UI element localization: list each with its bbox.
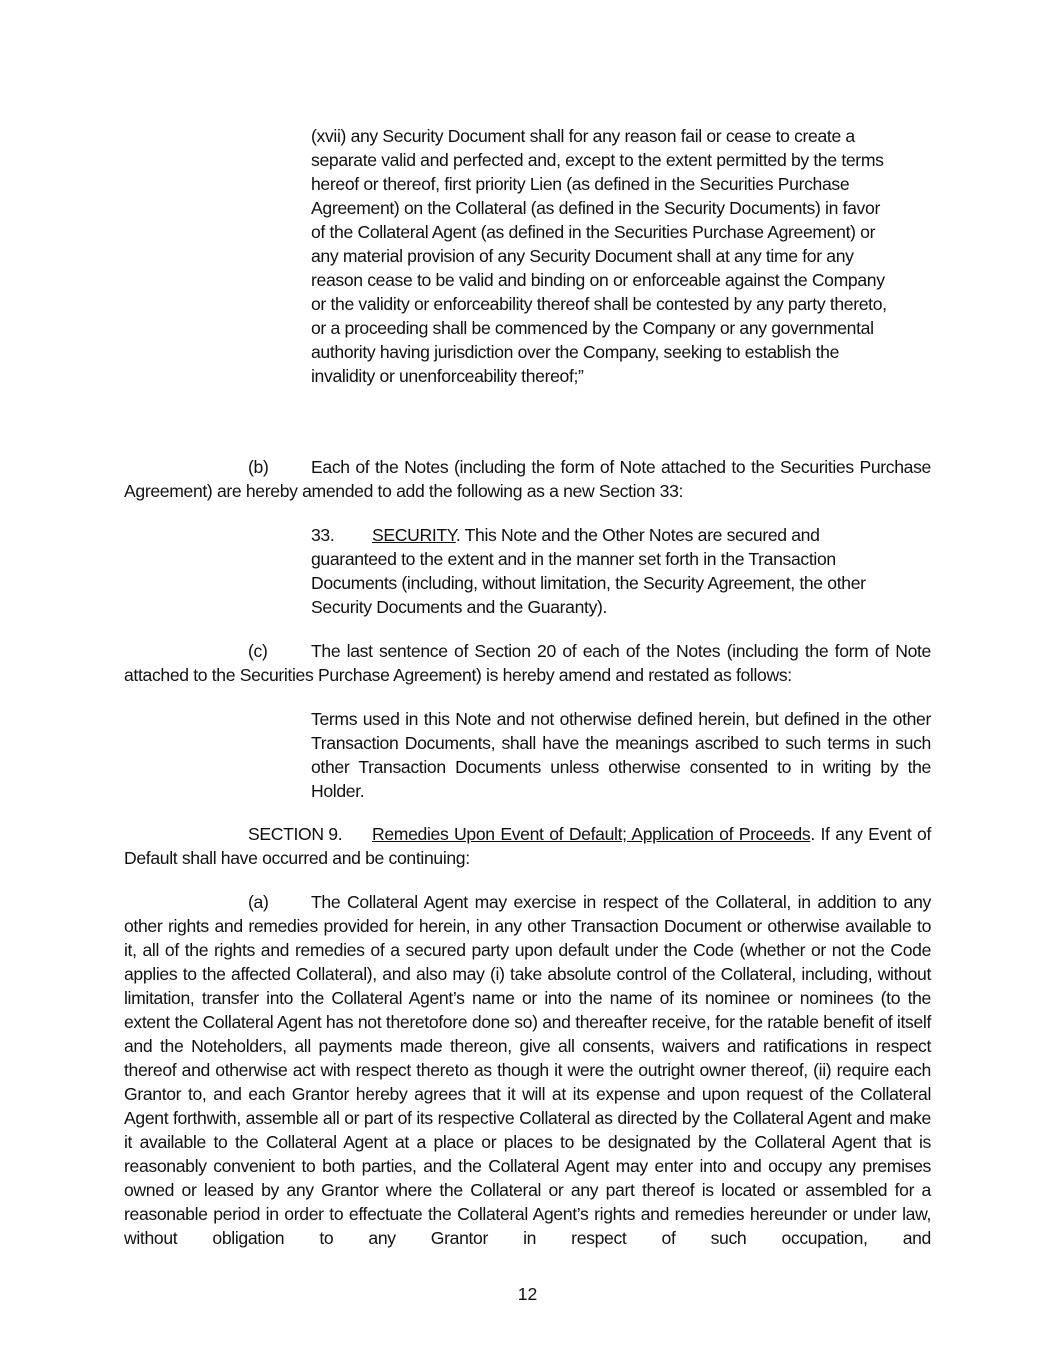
page-number: 12 <box>517 1284 538 1304</box>
paragraph-c <box>124 639 931 687</box>
terms-quote: Terms used in this Note and not otherwise defined herein, but defined in the other Transaction Documents, shall have the meanings ascribed to such terms in such other Transaction Documents unless otherwise consented to in writing by the Holder. <box>311 709 931 801</box>
section-33 <box>311 523 891 619</box>
paragraph-c-label: (c) <box>248 641 268 661</box>
paragraph-a <box>124 890 931 1250</box>
section-9 <box>124 822 931 870</box>
paragraph-c-text: The last sentence of Section 20 of each of the Notes (including the form of Note attached to the Securities Purchase Agreement) is hereby amend and restated as follows: <box>124 641 931 685</box>
section-9-text: . If any Event of Default shall have occurred and be continuing: <box>124 824 931 868</box>
paragraph-xvii: (xvii) any Security Document shall for any reason fail or cease to create a separate valid and perfected and, except to the extent permitted by the terms hereof or thereof, first priority Lien (as defined in the Securities Purchase Agreement) on the Collateral (as defined in the Security Documents) in favor of the Collateral Agent (as defined in the Securities Purchase Agreement) or any material provision of any Security Document shall at any time for any reason cease to be valid and binding on or enforceable against the Company or the validity or enforceability thereof shall be contested by any party thereto, or a proceeding shall be commenced by the Company or any governmental authority having jurisdiction over the Company, seeking to establish the invalidity or unenforceability thereof;” <box>311 126 887 386</box>
paragraph-a-text: The Collateral Agent may exercise in respect of the Collateral, in addition to any other rights and remedies provided for herein, in any other Transaction Document or otherwise available to it, all of the rights and remedies of a secured party upon default under the Code (whether or not the Code applies to the affected Collateral), and also may (i) take absolute control of the Collateral, including, without limitation, transfer into the Collateral Agent’s name or into the name of its nominee or nominees (to the extent the Collateral Agent has not theretofore done so) and thereafter receive, for the ratable benefit of itself and the Noteholders, all payments made thereon, give all consents, waivers and ratifications in respect thereof and otherwise act with respect thereto as though it were the outright owner thereof, (ii) require each Grantor to, and each Grantor hereby agrees that it will at its expense and upon request of the Collateral Agent forthwith, assemble all or part of its respective Collateral as directed by the Collateral Agent and make it available to the Collateral Agent at a place or places to be designated by the Collateral Agent that is reasonably convenient to both parties, and the Collateral Agent may enter into and occupy any premises owned or leased by any Grantor where the Collateral or any part thereof is located or assembled for a reasonable period in order to effectuate the Collateral Agent’s rights and remedies hereunder or under law, without obligation to any Grantor in respect of such occupation, and <box>124 892 931 1248</box>
section-9-heading: Remedies Upon Event of Default; Application of Proceeds <box>372 824 811 844</box>
paragraph-b <box>124 455 931 503</box>
paragraph-b-text: Each of the Notes (including the form of Note attached to the Securities Purchase Agreement) are hereby amended to add the following as a new Section 33: <box>124 457 931 501</box>
section-33-text: . This Note and the Other Notes are secured and guaranteed to the extent and in the manner set forth in the Transaction Documents (including, without limitation, the Security Agreement, the other Security Documents and the Guaranty). <box>311 525 866 617</box>
section-33-number: 33. <box>311 525 335 545</box>
paragraph-a-label: (a) <box>248 892 269 912</box>
section-9-label: SECTION 9. <box>248 824 343 844</box>
paragraph-b-label: (b) <box>248 457 269 477</box>
section-33-heading: SECURITY <box>372 525 456 545</box>
